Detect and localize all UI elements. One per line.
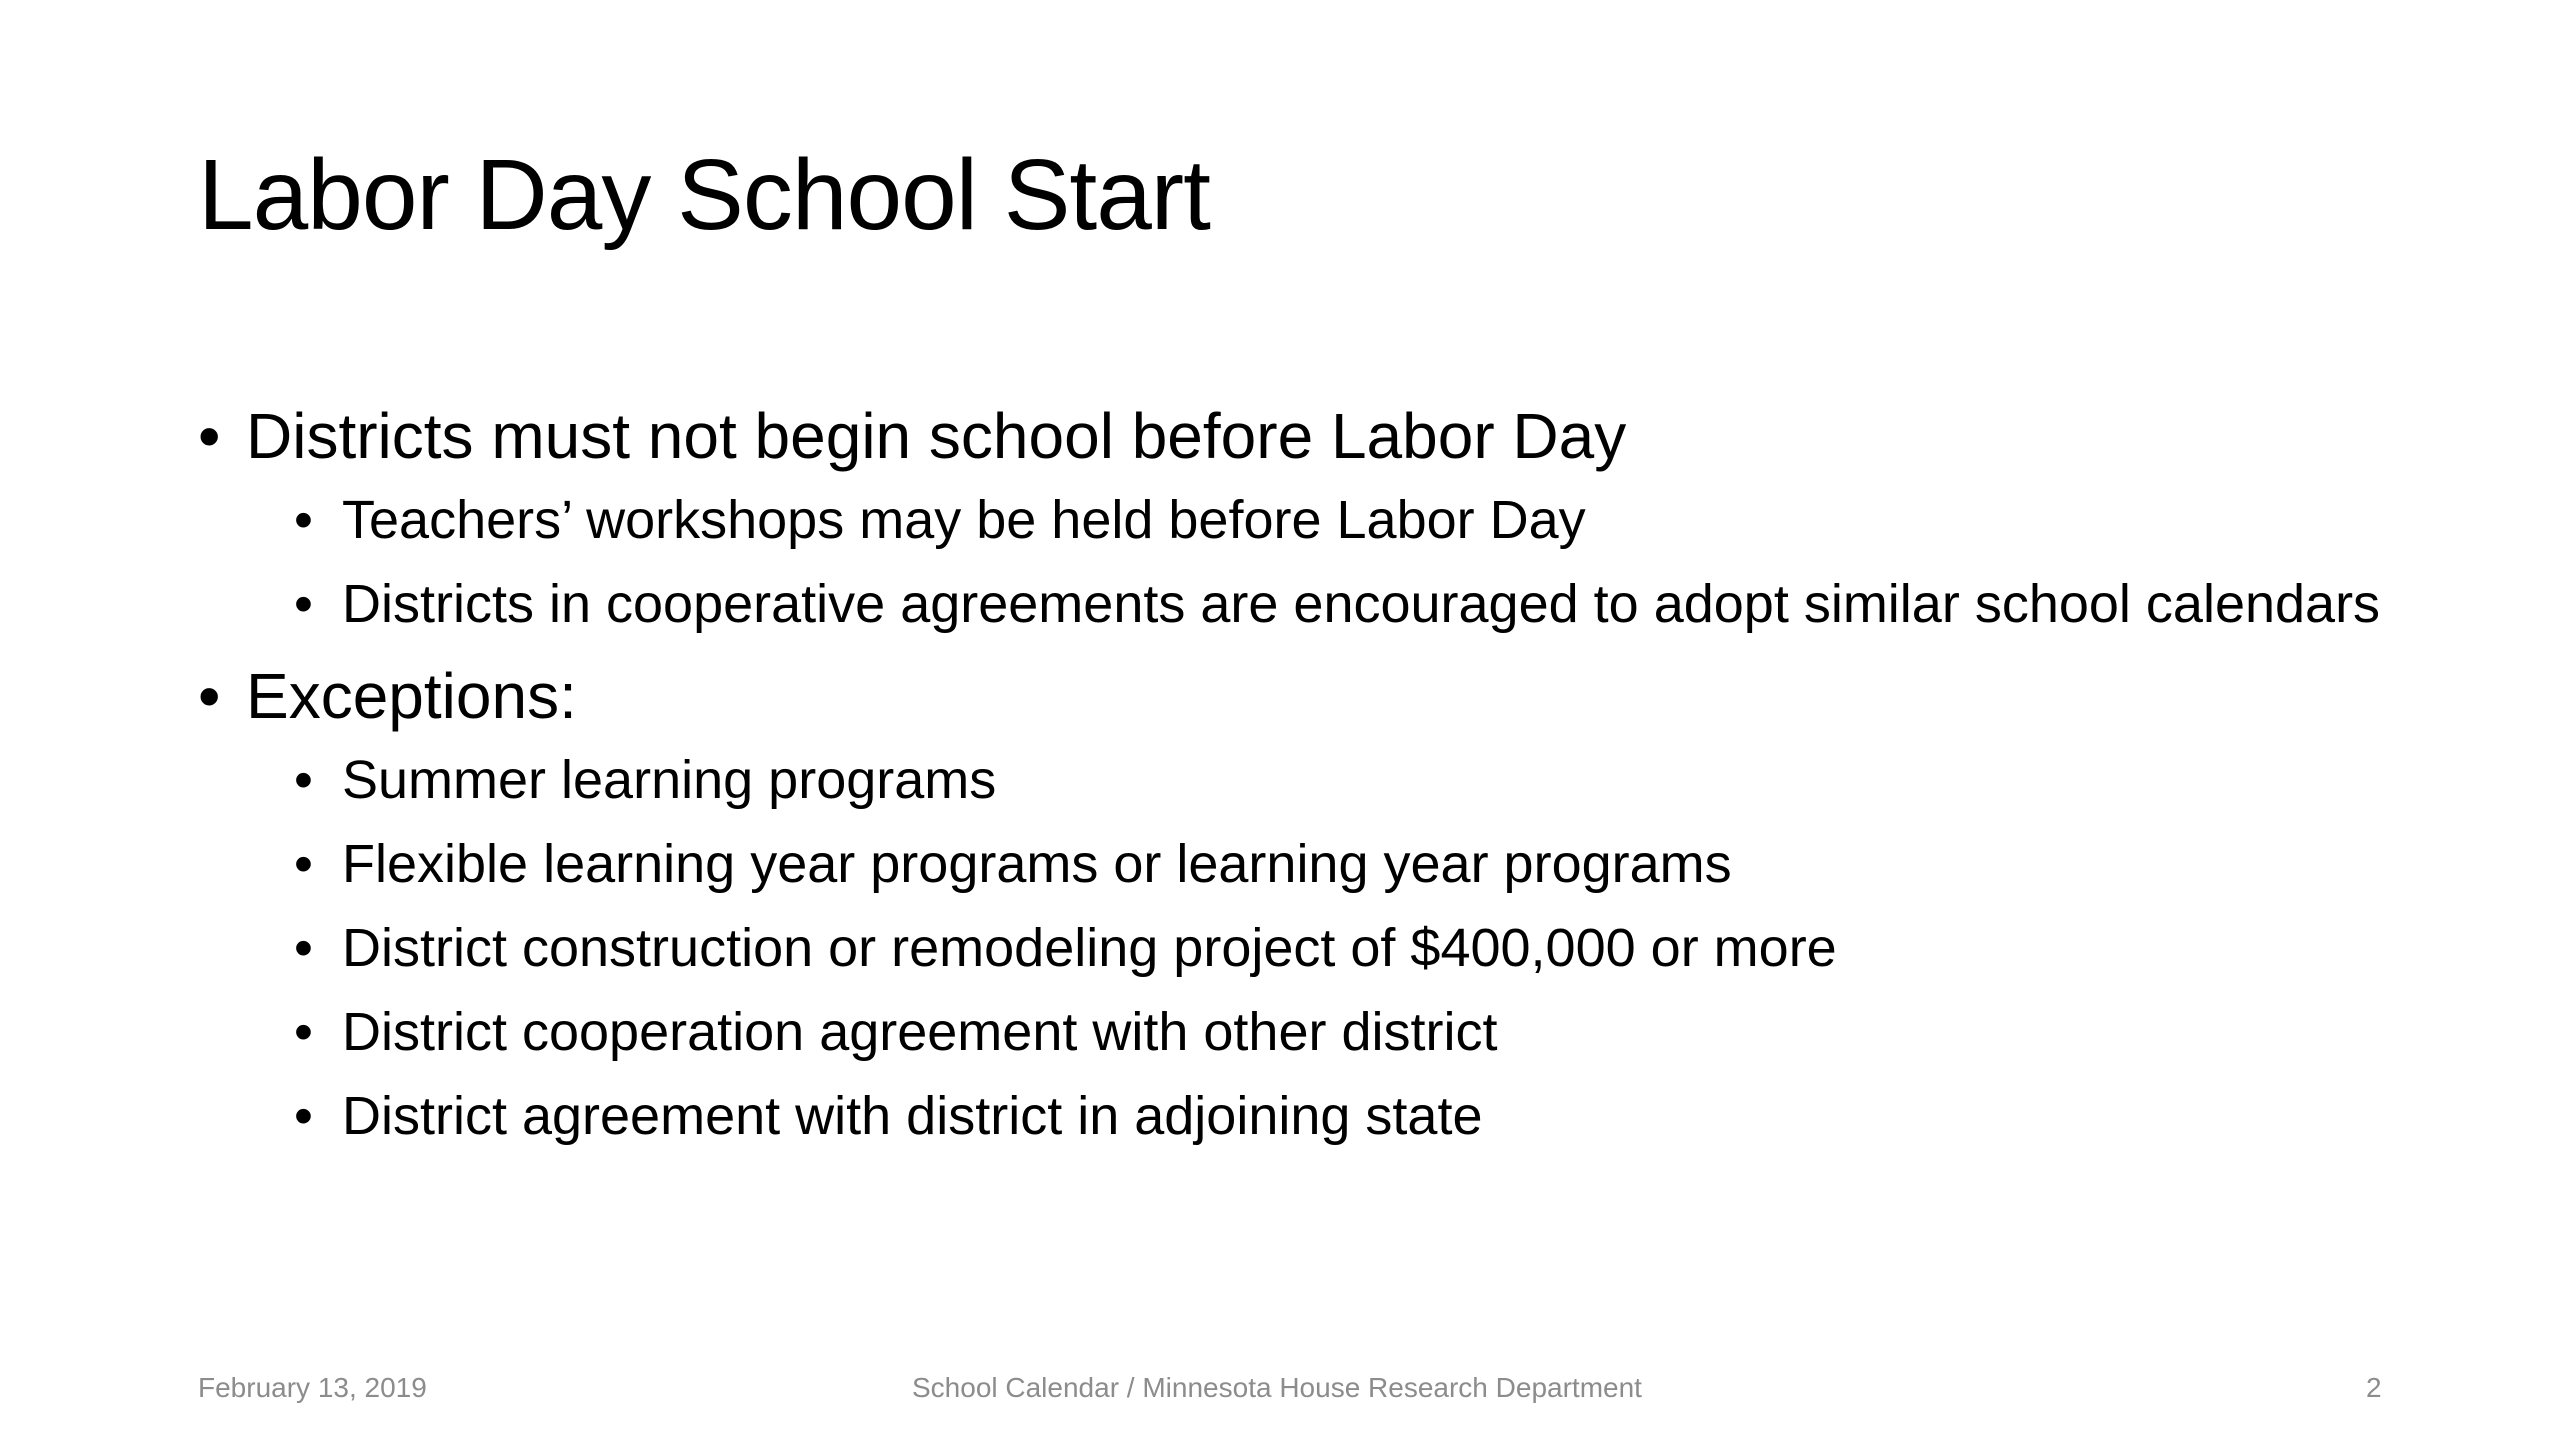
sub-bullet-item — [294, 829, 2418, 899]
sub-bullet-text: District agreement with district in adjoining state — [342, 1086, 1483, 1146]
sub-bullet-item — [294, 485, 2418, 555]
sub-bullet-item — [294, 997, 2418, 1067]
sub-bullet-text: Districts in cooperative agreements are encouraged to adopt similar school calendars — [342, 574, 2381, 634]
sub-bullet-list — [294, 485, 2418, 639]
bullet-icon: • — [294, 490, 313, 550]
sub-bullet-text: District cooperation agreement with other district — [342, 1002, 1498, 1062]
bullet-icon: • — [198, 660, 221, 732]
slide-content — [198, 395, 2418, 1167]
page-number: 2 — [2366, 1372, 2382, 1403]
bullet-text: Exceptions: — [246, 660, 577, 732]
bullet-icon: • — [294, 1086, 313, 1146]
sub-bullet-text: Flexible learning year programs or learning year programs — [342, 834, 1732, 894]
bullet-item — [198, 395, 2418, 639]
sub-bullet-item — [294, 745, 2418, 815]
sub-bullet-text: Teachers’ workshops may be held before Labor Day — [342, 490, 1586, 550]
bullet-item — [198, 655, 2418, 1151]
bullet-icon: • — [294, 574, 313, 634]
bullet-icon: • — [294, 750, 313, 810]
bullet-icon: • — [294, 834, 313, 894]
bullet-list — [198, 395, 2418, 1151]
sub-bullet-text: District construction or remodeling project of $400,000 or more — [342, 918, 1837, 978]
bullet-text: Districts must not begin school before Labor Day — [246, 400, 1627, 472]
slide-title: Labor Day School Start — [198, 139, 1210, 251]
sub-bullet-list — [294, 745, 2418, 1151]
sub-bullet-item — [294, 569, 2418, 639]
footer-source: School Calendar / Minnesota House Research Department — [912, 1372, 1642, 1403]
sub-bullet-item — [294, 1081, 2418, 1151]
bullet-icon: • — [294, 1002, 313, 1062]
bullet-icon: • — [294, 918, 313, 978]
footer-date: February 13, 2019 — [198, 1372, 427, 1403]
sub-bullet-item — [294, 913, 2418, 983]
bullet-icon: • — [198, 400, 221, 472]
sub-bullet-text: Summer learning programs — [342, 750, 997, 810]
